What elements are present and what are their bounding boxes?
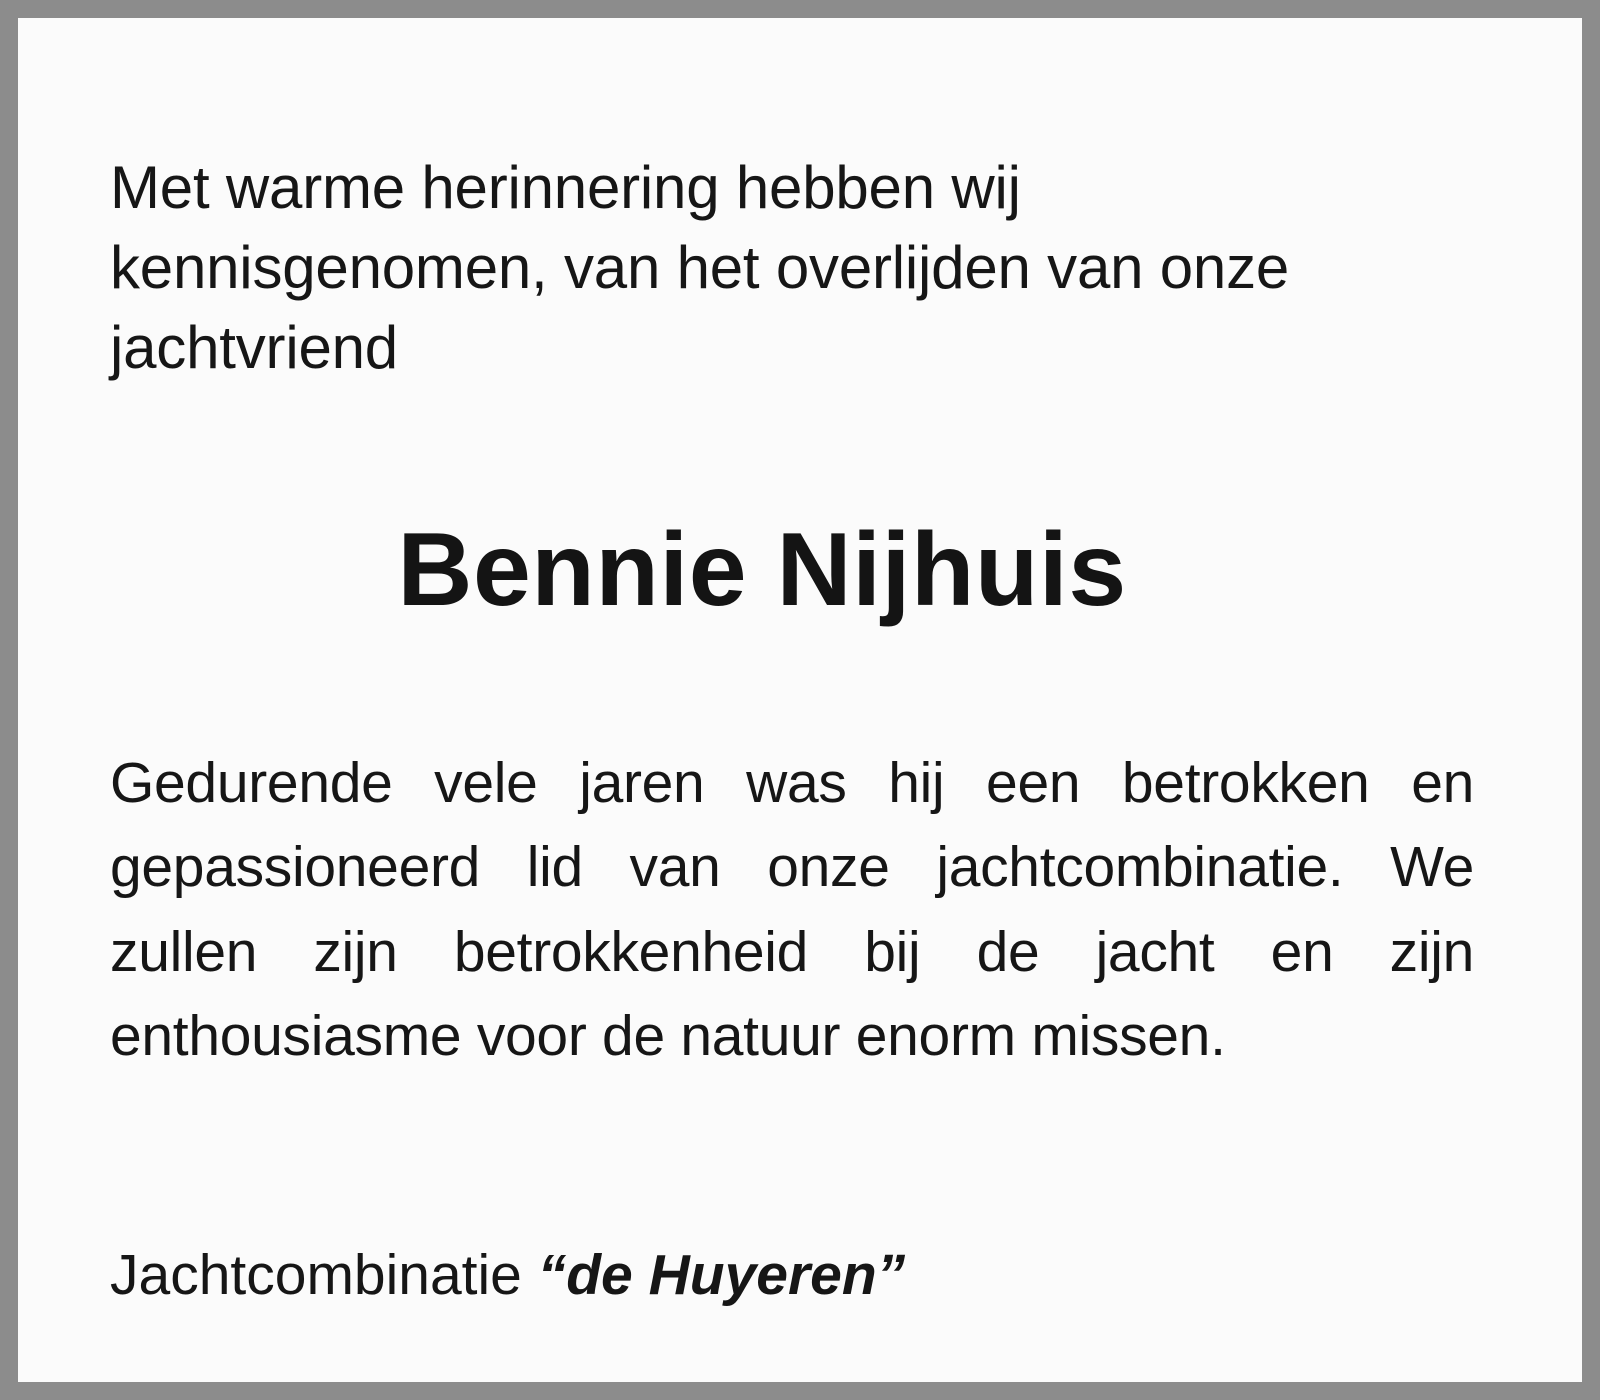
obituary-notice-content — [18, 18, 1582, 1382]
vertical-spacer — [110, 1135, 1474, 1181]
signature-line — [110, 1238, 1474, 1312]
signature-prefix: Jachtcombinatie — [110, 1242, 538, 1307]
intro-paragraph: Met warme herinnering hebben wij kennisgenomen, van het overlijden van onze jachtvriend — [110, 154, 1290, 381]
signature-organization: “de Huyeren” — [537, 1242, 906, 1307]
deceased-name-block — [110, 513, 1474, 627]
tribute-paragraph: Gedurende vele jaren was hij een betrokken en gepassioneerd lid van onze jachtcombinatie. We zullen zijn betrokkenheid bij de jacht en zijn enthousiasme voor de natuur enorm missen. — [110, 750, 1474, 1068]
deceased-name: Bennie Nijhuis — [397, 512, 1127, 629]
